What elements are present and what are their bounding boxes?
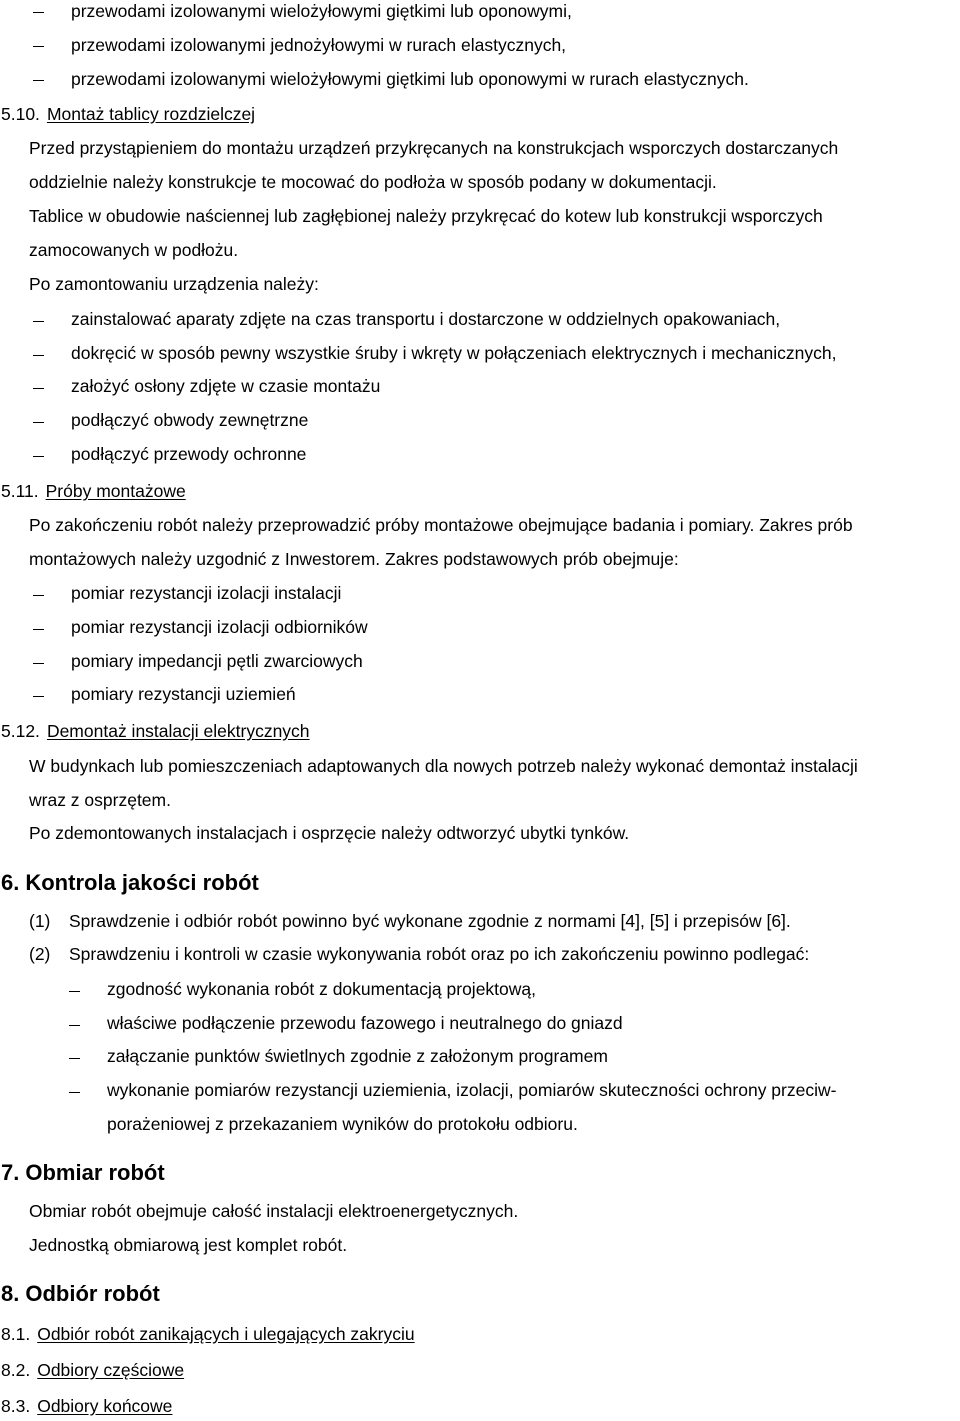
section-heading-5-10 — [1, 106, 255, 124]
section-title: Montaż tablicy rozdzielczej — [46, 104, 256, 124]
list-dash — [69, 1092, 80, 1093]
list-item: przewodami izolowanymi wielożyłowymi giętkimi lub oponowymi, — [71, 1, 572, 21]
list-dash — [33, 12, 44, 13]
list-item: pomiary impedancji pętli zwarciowych — [71, 651, 363, 671]
paragraph-line: Tablice w obudowie naściennej lub zagłębionej należy przykręcać do kotew lub konstrukcji wsporczych — [29, 206, 823, 226]
section-title: Demontaż instalacji elektrycznych — [46, 721, 310, 741]
list-dash — [33, 355, 44, 356]
paragraph-line: zamocowanych w podłożu. — [29, 240, 239, 260]
subsection-title: Odbiór robót zanikających i ulegających zakryciu — [37, 1324, 415, 1344]
list-dash — [33, 663, 44, 664]
list-item: podłączyć przewody ochronne — [71, 444, 307, 464]
chapter-heading-7 — [1, 1162, 165, 1184]
list-item: załączanie punktów świetlnych zgodnie z założonym programem — [107, 1046, 608, 1066]
subsection-number: 8.1. — [1, 1324, 31, 1344]
chapter-title: Odbiór robót — [25, 1281, 160, 1306]
list-dash — [33, 696, 44, 697]
list-item: dokręcić w sposób pewny wszystkie śruby i wkręty w połączeniach elektrycznych i mechanicznych, — [71, 343, 837, 363]
list-item: podłączyć obwody zewnętrzne — [71, 410, 309, 430]
list-dash — [33, 595, 44, 596]
numbered-point-text: Sprawdzeniu i kontroli w czasie wykonywania robót oraz po ich zakończeniu powinno podlegać: — [69, 944, 810, 964]
numbered-point-number: (1) — [29, 911, 51, 931]
list-dash — [69, 1058, 80, 1059]
paragraph-line: W budynkach lub pomieszczeniach adaptowanych dla nowych potrzeb należy wykonać demontaż instalacji — [29, 756, 858, 776]
subsection-heading-8-1 — [1, 1326, 415, 1344]
chapter-heading-8 — [1, 1283, 160, 1305]
list-item: pomiary rezystancji uziemień — [71, 684, 296, 704]
list-item: przewodami izolowanymi jednożyłowymi w rurach elastycznych, — [71, 35, 567, 55]
chapter-title: Kontrola jakości robót — [25, 870, 259, 895]
paragraph-line: Jednostką obmiarową jest komplet robót. — [29, 1235, 348, 1255]
section-heading-5-12 — [1, 723, 310, 741]
list-item: założyć osłony zdjęte w czasie montażu — [71, 376, 381, 396]
list-dash — [69, 991, 80, 992]
subsection-title: Odbiory częściowe — [37, 1360, 185, 1380]
list-item: pomiar rezystancji izolacji instalacji — [71, 583, 342, 603]
list-item: pomiar rezystancji izolacji odbiorników — [71, 617, 368, 637]
paragraph-line: Przed przystąpieniem do montażu urządzeń przykręcanych na konstrukcjach wsporczych dostarczanych — [29, 138, 839, 158]
numbered-point-number: (2) — [29, 944, 51, 964]
section-number: 5.11. — [1, 481, 39, 501]
subsection-number: 8.2. — [1, 1360, 31, 1380]
section-number: 5.10. — [1, 104, 40, 124]
list-item: zgodność wykonania robót z dokumentacją projektową, — [107, 979, 536, 999]
list-item: przewodami izolowanymi wielożyłowymi giętkimi lub oponowymi w rurach elastycznych. — [71, 69, 749, 89]
paragraph-line: Po zamontowaniu urządzenia należy: — [29, 274, 319, 294]
list-item-continuation: porażeniowej z przekazaniem wyników do protokołu odbioru. — [107, 1114, 578, 1134]
list-dash — [33, 629, 44, 630]
chapter-number: 7. — [1, 1160, 20, 1185]
chapter-number: 8. — [1, 1281, 20, 1306]
list-dash — [69, 1025, 80, 1026]
list-dash — [33, 388, 44, 389]
subsection-title: Odbiory końcowe — [37, 1396, 173, 1416]
section-number: 5.12. — [1, 721, 40, 741]
list-item: właściwe podłączenie przewodu fazowego i neutralnego do gniazd — [107, 1013, 623, 1033]
subsection-heading-8-3 — [1, 1398, 172, 1416]
subsection-number: 8.3. — [1, 1396, 31, 1416]
section-title: Próby montażowe — [45, 481, 186, 501]
list-dash — [33, 456, 44, 457]
list-dash — [33, 422, 44, 423]
numbered-point-text: Sprawdzenie i odbiór robót powinno być wykonane zgodnie z normami [4], [5] i przepisów [6]. — [69, 911, 791, 931]
subsection-heading-8-2 — [1, 1362, 184, 1380]
paragraph-line: Po zakończeniu robót należy przeprowadzić próby montażowe obejmujące badania i pomiary. Zakres prób — [29, 515, 853, 535]
paragraph-line: wraz z osprzętem. — [29, 790, 171, 810]
paragraph-line: montażowych należy uzgodnić z Inwestorem. Zakres podstawowych prób obejmuje: — [29, 549, 679, 569]
list-dash — [33, 46, 44, 47]
chapter-title: Obmiar robót — [25, 1160, 165, 1185]
chapter-number: 6. — [1, 870, 20, 895]
list-dash — [33, 80, 44, 81]
section-heading-5-11 — [1, 483, 186, 501]
chapter-heading-6 — [1, 872, 259, 894]
list-item: zainstalować aparaty zdjęte na czas transportu i dostarczone w oddzielnych opakowaniach, — [71, 309, 781, 329]
paragraph-line: Obmiar robót obejmuje całość instalacji elektroenergetycznych. — [29, 1201, 519, 1221]
list-item: wykonanie pomiarów rezystancji uziemienia, izolacji, pomiarów skuteczności ochrony przeciw- — [107, 1080, 837, 1100]
paragraph-line: oddzielnie należy konstrukcje te mocować do podłoża w sposób podany w dokumentacji. — [29, 172, 717, 192]
paragraph-line: Po zdemontowanych instalacjach i osprzęcie należy odtworzyć ubytki tynków. — [29, 823, 630, 843]
list-dash — [33, 321, 44, 322]
